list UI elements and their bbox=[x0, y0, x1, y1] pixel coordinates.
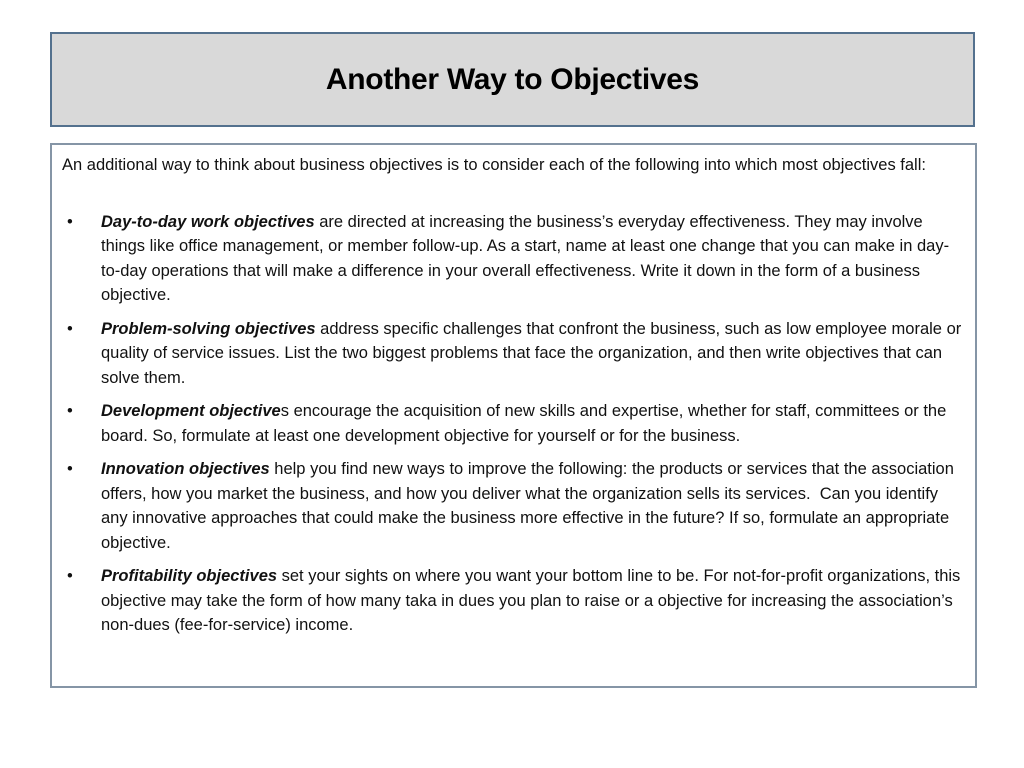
bullet-marker: • bbox=[67, 402, 73, 420]
bullet-item-development bbox=[62, 399, 963, 448]
bullet-lead: Day-to-day work objectives bbox=[101, 212, 315, 231]
bullet-marker: • bbox=[67, 460, 73, 478]
bullet-text: address specific challenges that confront the business, such as low employee morale or quality of service issues. List the two biggest problems that face the organization, and then write objectives that can solve them. bbox=[101, 319, 966, 387]
bullet-text: s encourage the acquisition of new skills and expertise, whether for staff, committees or the board. So, formulate at least one development objective for yourself or for the business. bbox=[101, 402, 951, 445]
title-box bbox=[50, 32, 975, 127]
bullet-lead: Problem-solving objectives bbox=[101, 319, 316, 338]
bullet-marker: • bbox=[67, 567, 73, 585]
bullet-lead: Profitability objectives bbox=[101, 567, 278, 585]
bullet-lead: Innovation objectives bbox=[101, 460, 270, 478]
bullet-text: are directed at increasing the business’s everyday effectiveness. They may involve things like office management, or member follow-up. As a start, name at least one change that you can make in day-to-day operations that will make a difference in your overall effectiveness. Write it down in the form of a business objective. bbox=[101, 212, 950, 304]
bullet-marker: • bbox=[67, 319, 73, 338]
bullet-text: help you find new ways to improve the following: the products or services that the association offers, how you market the business, and how you deliver what the organization sells its services. Can you identify any innovative approaches that could make the business more effective in the future? If so, formulate an appropriate objective. bbox=[101, 460, 959, 552]
page-title: Another Way to Objectives bbox=[325, 62, 700, 96]
bullet-item-profitability bbox=[62, 564, 963, 638]
bullet-marker: • bbox=[67, 212, 73, 231]
bullet-item-day-to-day bbox=[62, 210, 963, 308]
bullet-item-innovation bbox=[62, 457, 963, 555]
bullet-text: set your sights on where you want your bottom line to be. For not-for-profit organizations, this objective may take the form of how many taka in dues you plan to raise or a objective for increasing the association’s non-dues (fee-for-service) income. bbox=[101, 567, 965, 634]
intro-paragraph: An additional way to think about business objectives is to consider each of the following into which most objectives fall: bbox=[62, 156, 926, 174]
body-box bbox=[50, 143, 977, 688]
bullet-list bbox=[62, 210, 966, 638]
bullet-item-problem-solving bbox=[62, 317, 966, 391]
bullet-lead: Development objective bbox=[101, 402, 281, 420]
